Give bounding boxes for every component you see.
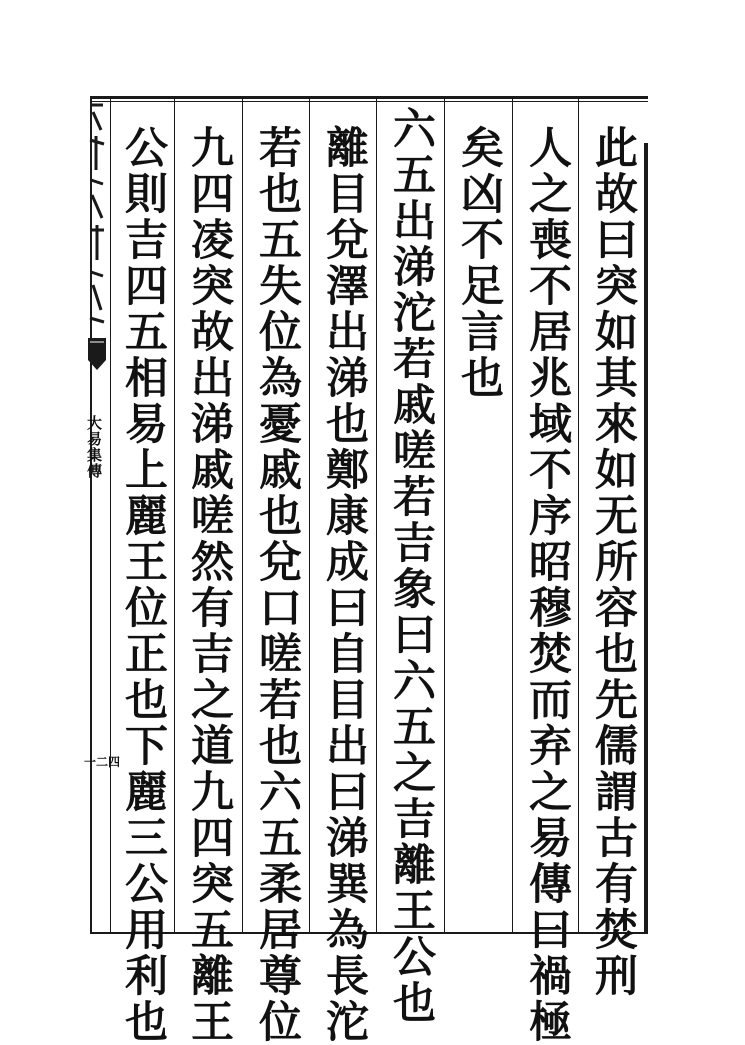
column-divider [242,96,243,934]
margin-inner-line [110,96,111,934]
text-column-8: 公則吉四五相易上麗王位正也下麗三公用利也 [118,125,168,1045]
column-divider [174,96,175,934]
text-column-2: 人之喪不居兆域不序昭穆焚而弃之易傳曰禍極 [522,125,572,1045]
text-column-5: 離目兌澤出涕也鄭康成曰自目出曰涕巽為長沱 [319,125,369,1045]
frame-right-line [644,143,648,934]
damaged-margin-characters [88,100,106,330]
text-column-4: 六五出涕沱若戚嗟若吉象曰六五之吉離王公也 [386,106,436,1026]
column-divider [309,96,310,934]
column-divider [512,96,513,934]
column-divider [376,96,377,934]
text-column-6: 若也五失位為憂戚也兌口嗟若也六五柔居尊位 [252,125,302,1045]
fishtail-mark-icon [88,338,106,372]
text-column-3: 矣凶不足言也 [454,125,504,401]
margin-book-title: 大易集傳 [85,415,103,479]
column-divider [444,96,445,934]
column-divider [578,96,579,934]
text-column-1: 此故曰突如其來如无所容也先儒謂古有焚刑 [588,125,638,999]
text-column-7: 九四凌突故出涕戚嗟然有吉之道九四突五離王 [184,125,234,1045]
margin-page-number: 一二四 [84,755,121,769]
